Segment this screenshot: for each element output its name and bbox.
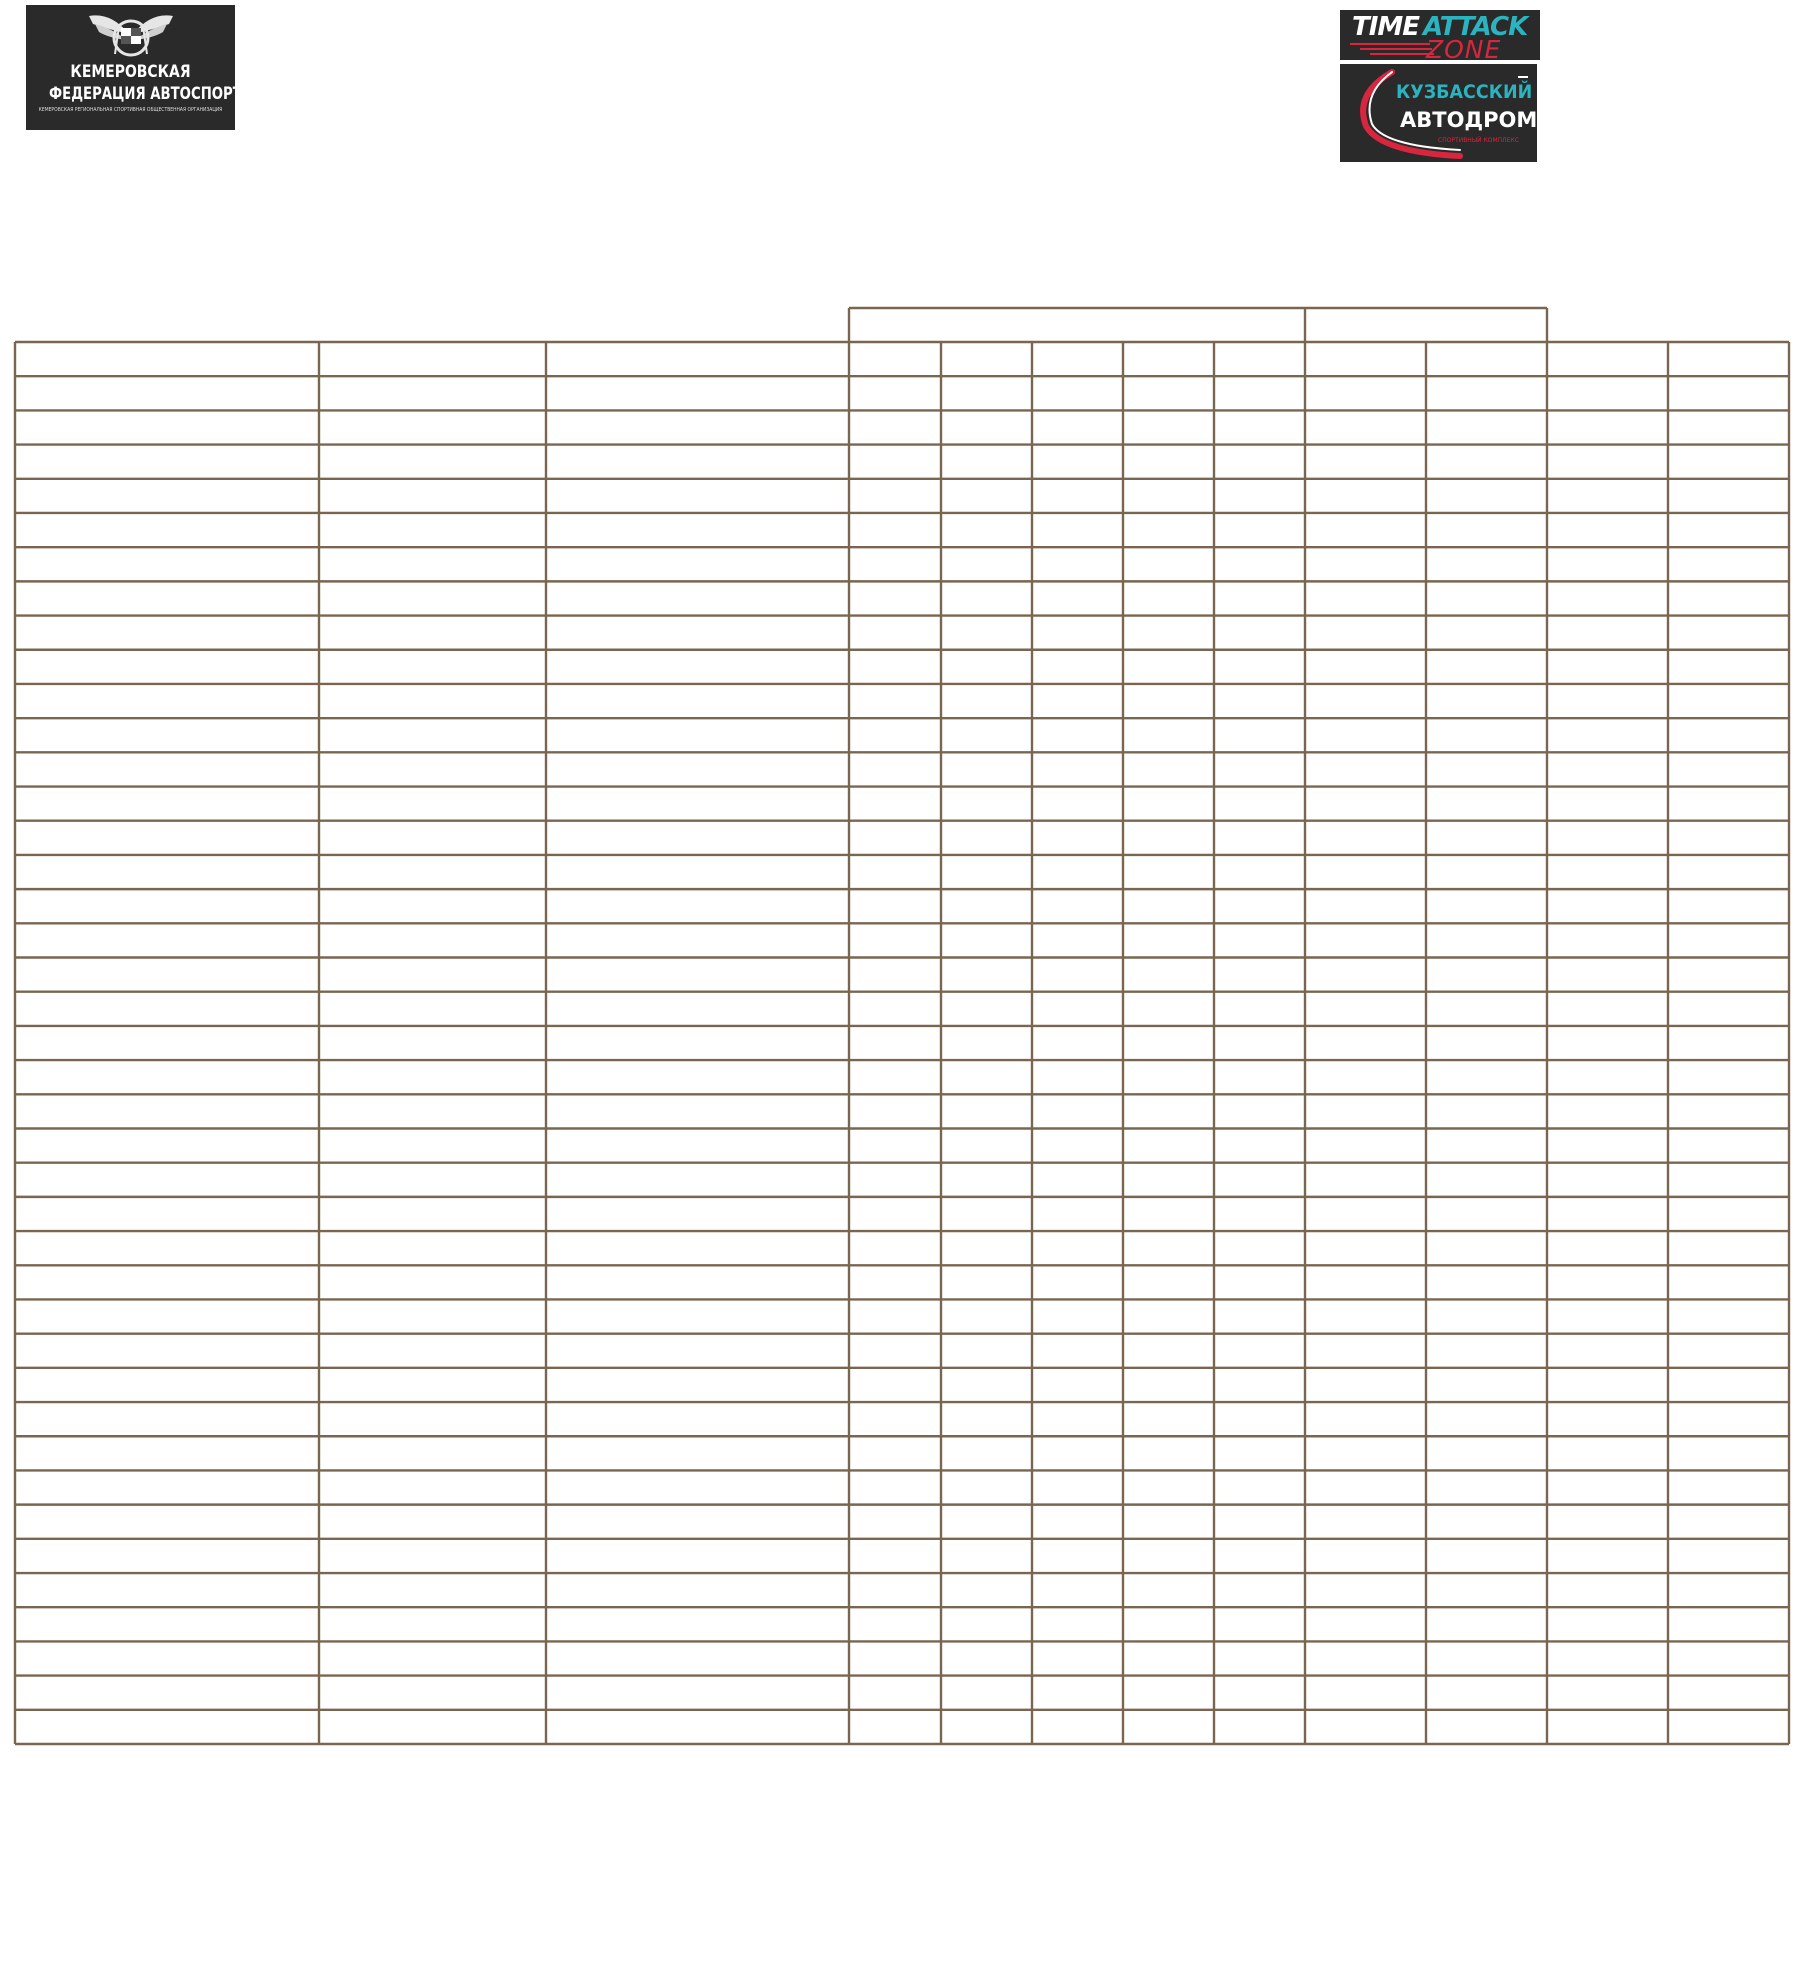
logo-left-line2: ФЕДЕРАЦИЯ АВТОСПОРТА	[48, 84, 253, 104]
table-grid-lines	[15, 308, 1789, 1744]
logo-ta-word-attack: ATTACK	[1423, 12, 1528, 42]
logo-left-line1: КЕМЕРОВСКАЯ	[70, 62, 191, 82]
logo-ta-word-time: TIME	[1352, 12, 1420, 42]
logo-left-line3: КЕМЕРОВСКАЯ РЕГИОНАЛЬНАЯ СПОРТИВНАЯ ОБЩЕСТВЕННАЯ ОРГАНИЗАЦИЯ	[38, 107, 223, 113]
logo-ka-line2: АВТОДРОМ	[1400, 108, 1537, 132]
logo-ta-word-zone: ZONE	[1426, 35, 1502, 60]
logo-ka-line3: СПОРТИВНЫЙ КОМПЛЕКС	[1438, 137, 1519, 144]
logo-ka-line1: КУЗБАССКИЙ	[1396, 81, 1533, 103]
